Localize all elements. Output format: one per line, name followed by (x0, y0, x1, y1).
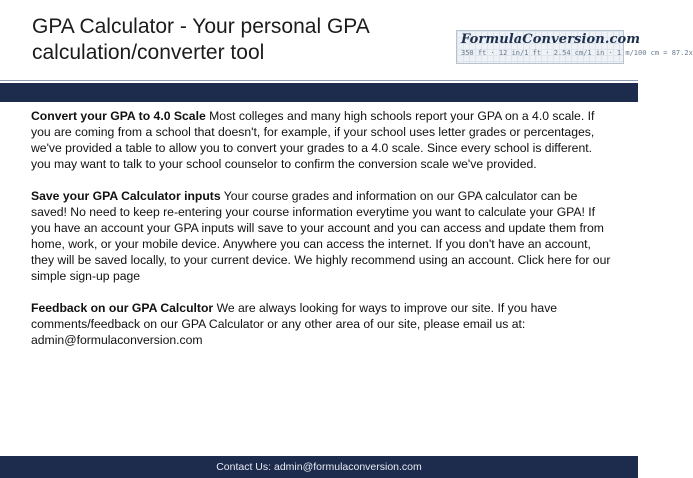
contact-link[interactable]: Contact Us: admin@formulaconversion.com (216, 461, 422, 473)
page-title (32, 14, 432, 66)
site-logo[interactable] (456, 30, 693, 64)
header (0, 0, 693, 78)
main-content (31, 108, 615, 364)
top-band (0, 83, 638, 102)
section-heading: Save your GPA Calculator inputs (31, 189, 221, 203)
section-heading: Feedback on our GPA Calcultor (31, 301, 214, 315)
logo-formula: 350 ft · 12 in/1 ft · 2.54 cm/1 in · 1 m/100 cm = 87.2x (461, 49, 693, 57)
section-body: Your course grades and information on our GPA calculator can be saved! No need to keep re-entering your course information everytime you want to calculate your GPA! If you have an account your GPA inputs will save to your account and you can access and update them from home, work, or your mobile device. Anywhere you can access the internet. If you don't have an account, they will be saved locally, to your current device. We highly recommend using an account. Click here for our simple sign-up page (31, 189, 611, 283)
section-body: Most colleges and many high schools report your GPA on a 4.0 scale. If you are coming from a school that doesn't, for example, if your school uses letter grades or percentages, we've provided a table to allow you to convert your grades to a 4.0 scale. Since every school is different. you may want to talk to your school counselor to confirm the conversion scale we've provided. (31, 109, 595, 171)
section-heading: Convert your GPA to 4.0 Scale (31, 109, 206, 123)
footer (0, 456, 638, 478)
section-save (31, 188, 615, 284)
divider (0, 80, 638, 81)
section-convert (31, 108, 615, 172)
title-line-2: calculation/converter tool (32, 41, 265, 64)
section-feedback (31, 300, 615, 348)
section-body: We are always looking for ways to improve our site. If you have comments/feedback on our GPA Calculator or any other area of our site, please email us at: admin@formulaconversion.com (31, 301, 558, 347)
title-line-1: GPA Calculator - Your personal GPA (32, 15, 370, 38)
logo-text: FormulaConversion.com (461, 32, 641, 47)
